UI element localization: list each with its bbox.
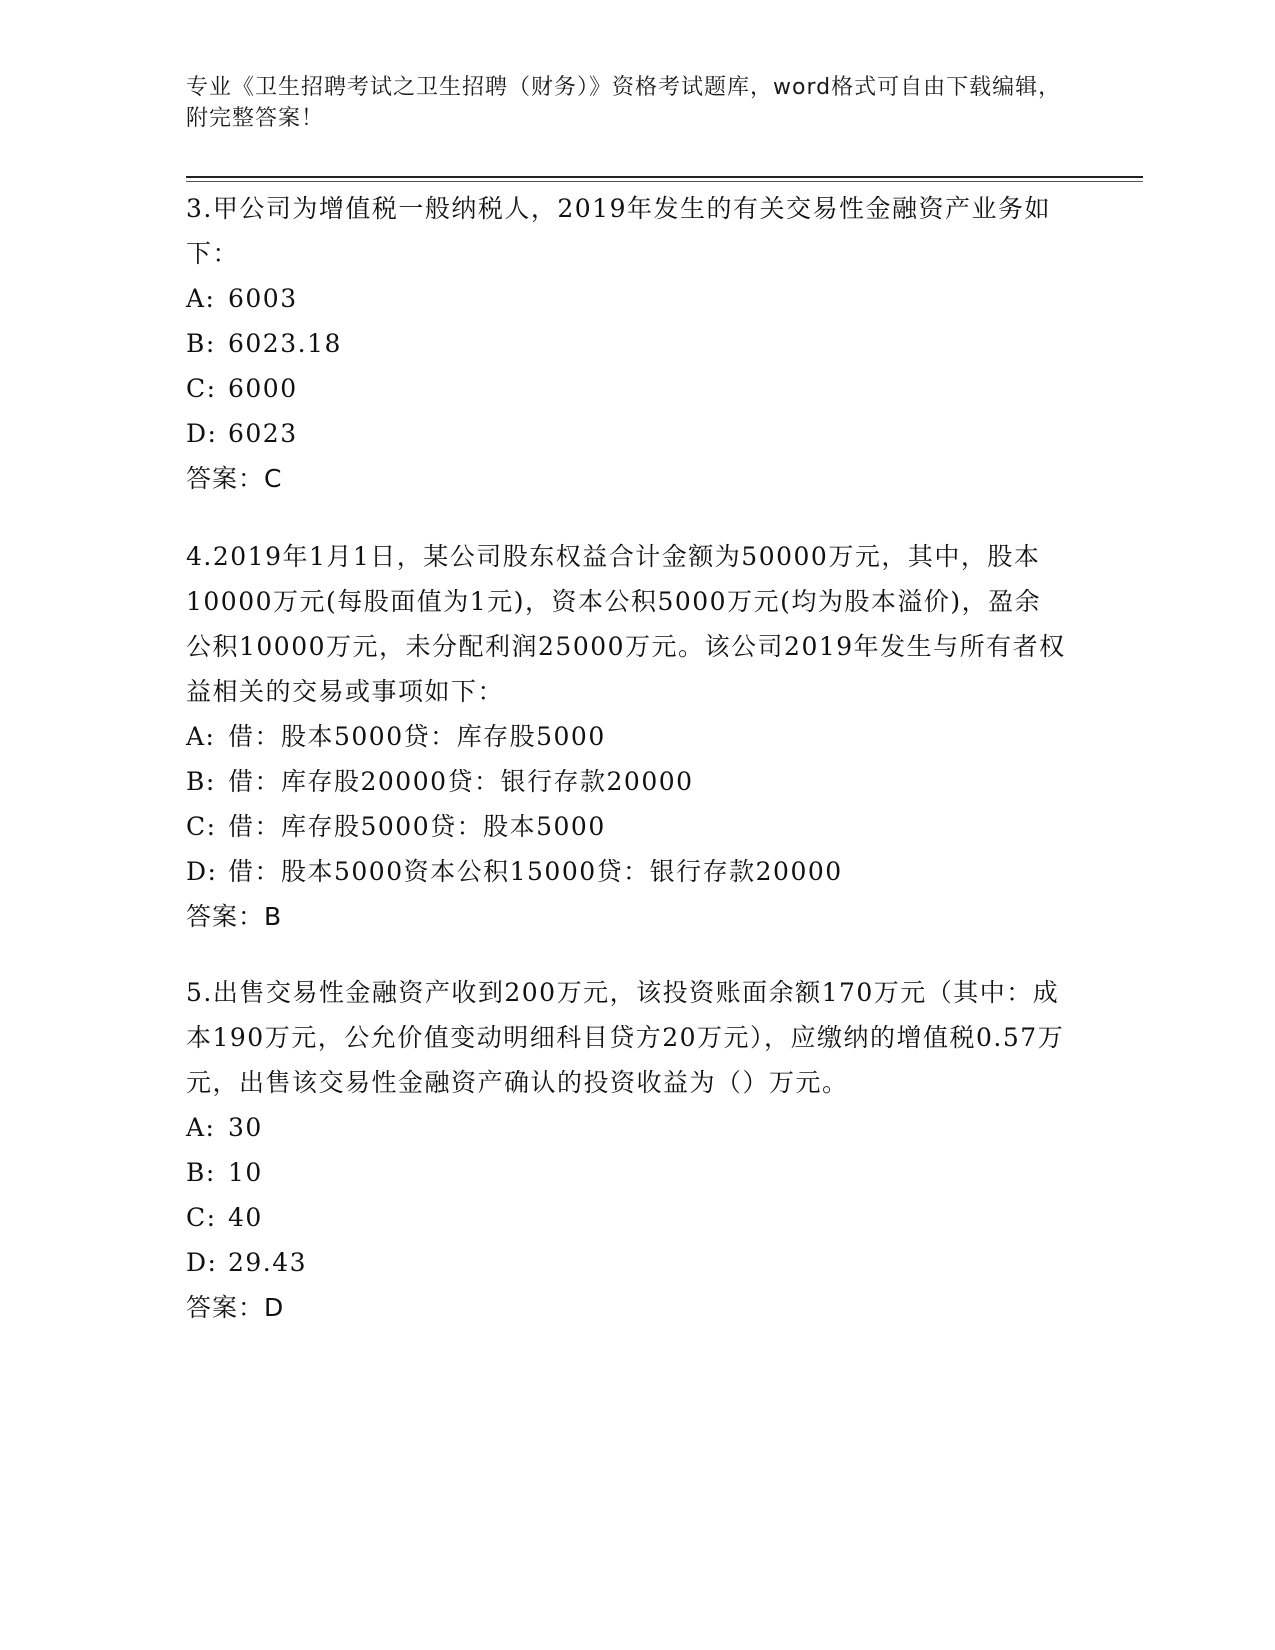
option-c [186, 366, 1066, 411]
option-text: 6023.18 [228, 329, 342, 358]
header-divider-thick [186, 176, 1143, 178]
option-text: 40 [228, 1203, 263, 1232]
document-header: 专业《卫生招聘考试之卫生招聘（财务）》资格考试题库，word格式可自由下载编辑，附完整答案！ [186, 75, 1062, 131]
option-c [186, 804, 1066, 849]
option-letter: D: [186, 419, 218, 448]
option-text: 6023 [228, 419, 298, 448]
option-text: 10 [228, 1158, 263, 1187]
option-text: 6003 [228, 284, 298, 313]
option-text: 29.43 [228, 1248, 308, 1277]
option-text: 借：股本5000资本公积15000贷：银行存款20000 [228, 857, 843, 886]
answer: 答案：B [186, 902, 283, 931]
option-text: 借：库存股20000贷：银行存款20000 [228, 767, 694, 796]
option-letter: B: [186, 767, 216, 796]
option-text: 借：股本5000贷：库存股5000 [228, 722, 606, 751]
option-letter: A: [186, 722, 216, 751]
option-letter: A: [186, 284, 216, 313]
option-d [186, 411, 1066, 456]
option-b [186, 321, 1066, 366]
question-stem: 3.甲公司为增值税一般纳税人，2019年发生的有关交易性金融资产业务如下： [186, 194, 1051, 268]
option-letter: A: [186, 1113, 216, 1142]
question-stem: 5.出售交易性金融资产收到200万元，该投资账面余额170万元（其中：成本190万元，公允价值变动明细科目贷方20万元），应缴纳的增值税0.57万元，出售该交易性金融资产确认的投资收益为（）万元。 [186, 978, 1065, 1097]
option-letter: B: [186, 329, 216, 358]
option-letter: C: [186, 374, 217, 403]
option-letter: D: [186, 1248, 218, 1277]
option-letter: C: [186, 1203, 217, 1232]
question-stem: 4.2019年1月1日，某公司股东权益合计金额为50000万元，其中，股本10000万元(每股面值为1元)，资本公积5000万元(均为股本溢价)，盈余公积10000万元，未分配利润25000万元。该公司2019年发生与所有者权益相关的交易或事项如下： [186, 542, 1066, 706]
option-b [186, 1150, 1066, 1195]
header-divider-thin [186, 181, 1143, 182]
option-c [186, 1195, 1066, 1240]
option-d [186, 1240, 1066, 1285]
answer: 答案：C [186, 464, 283, 493]
option-d [186, 849, 1066, 894]
option-letter: B: [186, 1158, 216, 1187]
option-a [186, 276, 1066, 321]
answer: 答案：D [186, 1293, 285, 1322]
option-a [186, 1105, 1066, 1150]
option-letter: D: [186, 857, 218, 886]
question-5 [186, 970, 1066, 1330]
question-3 [186, 186, 1066, 501]
option-b [186, 759, 1066, 804]
question-4 [186, 534, 1066, 939]
option-text: 6000 [228, 374, 298, 403]
option-a [186, 714, 1066, 759]
option-letter: C: [186, 812, 217, 841]
option-text: 借：库存股5000贷：股本5000 [228, 812, 606, 841]
option-text: 30 [228, 1113, 263, 1142]
